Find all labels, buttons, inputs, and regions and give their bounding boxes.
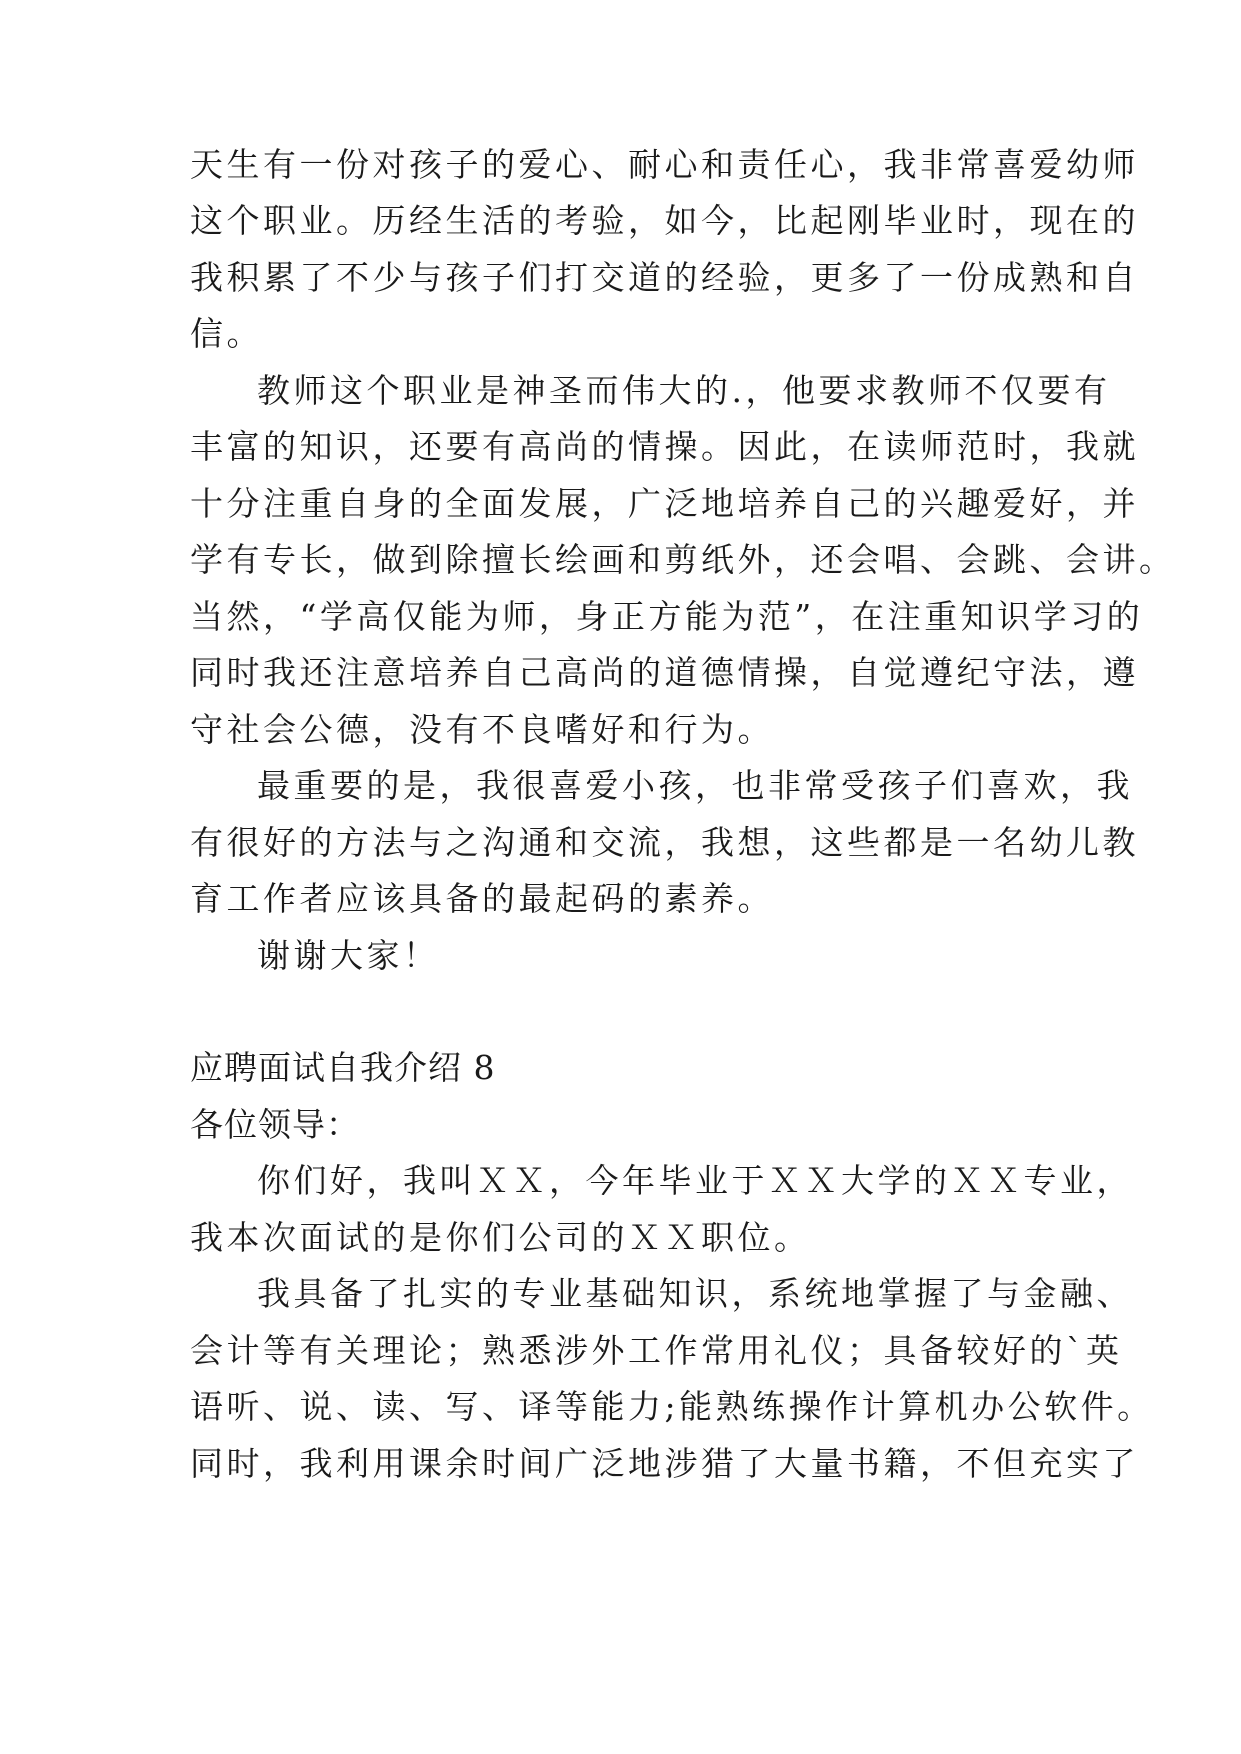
paragraph-line: 天生有一份对孩子的爱心、耐心和责任心，我非常喜爱幼师 bbox=[190, 145, 1139, 184]
closing-line: 谢谢大家！ bbox=[257, 936, 440, 975]
paragraph-line: 育工作者应该具备的最起码的素养。 bbox=[190, 879, 774, 918]
paragraph-line: 十分注重自身的全面发展，广泛地培养自己的兴趣爱好，并 bbox=[190, 484, 1139, 523]
paragraph-line: 语听、说、读、写、译等能力;能熟练操作计算机办公软件。 bbox=[190, 1387, 1154, 1426]
paragraph-line: 同时，我利用课余时间广泛地涉猎了大量书籍，不但充实了 bbox=[190, 1444, 1139, 1483]
paragraph-line: 我本次面试的是你们公司的ＸＸ职位。 bbox=[190, 1218, 811, 1257]
paragraph-line: 我具备了扎实的专业基础知识，系统地掌握了与金融、 bbox=[257, 1274, 1133, 1313]
section-title: 应聘面试自我介绍 8 bbox=[190, 1048, 496, 1087]
paragraph-line: 守社会公德，没有不良嗜好和行为。 bbox=[190, 710, 774, 749]
paragraph-line: 会计等有关理论；熟悉涉外工作常用礼仪；具备较好的`英 bbox=[190, 1331, 1123, 1370]
paragraph-line: 我积累了不少与孩子们打交道的经验，更多了一份成熟和自 bbox=[190, 258, 1139, 297]
salutation: 各位领导： bbox=[190, 1105, 360, 1144]
paragraph-line: 当然，“学高仅能为师，身正方能为范”，在注重知识学习的 bbox=[190, 597, 1144, 636]
paragraph-line: 学有专长，做到除擅长绘画和剪纸外，还会唱、会跳、会讲。 bbox=[190, 540, 1176, 579]
paragraph-line: 你们好，我叫ＸＸ，今年毕业于ＸＸ大学的ＸＸ专业， bbox=[257, 1161, 1133, 1200]
paragraph-line: 最重要的是，我很喜爱小孩，也非常受孩子们喜欢，我 bbox=[257, 766, 1133, 805]
paragraph-line: 有很好的方法与之沟通和交流，我想，这些都是一名幼儿教 bbox=[190, 823, 1139, 862]
paragraph-line: 这个职业。历经生活的考验，如今，比起刚毕业时，现在的 bbox=[190, 201, 1139, 240]
paragraph-line: 教师这个职业是神圣而伟大的.，他要求教师不仅要有 bbox=[257, 371, 1111, 410]
paragraph-line: 同时我还注意培养自己高尚的道德情操，自觉遵纪守法，遵 bbox=[190, 653, 1139, 692]
paragraph-line: 丰富的知识，还要有高尚的情操。因此，在读师范时，我就 bbox=[190, 427, 1139, 466]
paragraph-line: 信。 bbox=[190, 314, 263, 353]
